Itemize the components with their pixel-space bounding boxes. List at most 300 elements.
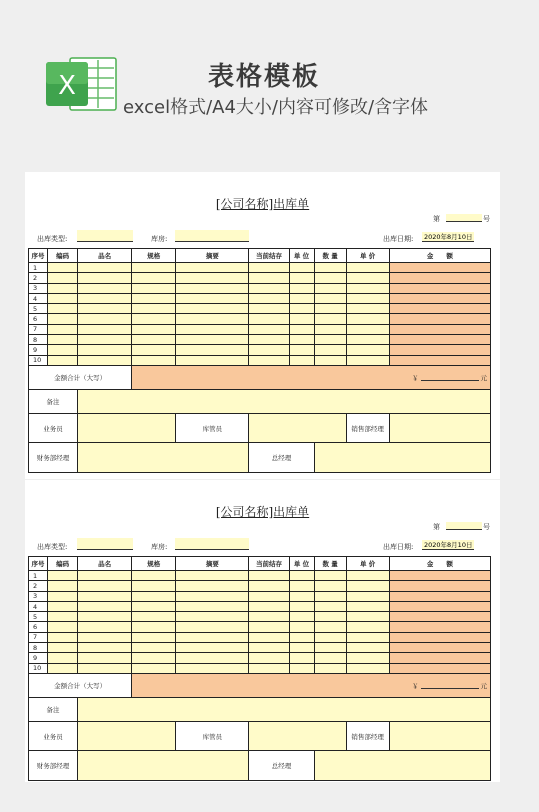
row-number: 2 bbox=[29, 273, 48, 283]
excel-logo-icon bbox=[46, 54, 118, 114]
table-cell[interactable] bbox=[132, 591, 176, 601]
table-cell[interactable] bbox=[314, 601, 346, 611]
table-cell[interactable] bbox=[314, 622, 346, 632]
table-cell[interactable] bbox=[389, 304, 490, 314]
keeper-label: 库管员 bbox=[176, 414, 249, 443]
table-row bbox=[29, 663, 491, 673]
warehouse-label: 库房: bbox=[151, 543, 168, 551]
table-cell[interactable] bbox=[289, 314, 314, 324]
table-cell[interactable] bbox=[389, 643, 490, 653]
table-cell[interactable] bbox=[78, 571, 132, 581]
table-cell[interactable] bbox=[249, 601, 289, 611]
date-field[interactable]: 2020年8月10日 bbox=[424, 541, 473, 549]
row-number: 1 bbox=[29, 263, 48, 273]
column-header: 单 位 bbox=[289, 557, 314, 571]
no-prefix: 第 bbox=[433, 215, 440, 223]
table-cell[interactable] bbox=[249, 643, 289, 653]
column-header: 规格 bbox=[132, 557, 176, 571]
table-cell[interactable] bbox=[249, 273, 289, 283]
row-number: 9 bbox=[29, 345, 48, 355]
keeper-field[interactable] bbox=[249, 414, 346, 443]
table-cell[interactable] bbox=[389, 632, 490, 642]
column-header: 摘要 bbox=[176, 557, 249, 571]
table-cell[interactable] bbox=[389, 663, 490, 673]
table-row bbox=[29, 653, 491, 663]
table-cell[interactable] bbox=[389, 345, 490, 355]
table-cell[interactable] bbox=[389, 622, 490, 632]
salesman-field[interactable] bbox=[78, 414, 176, 443]
table-cell[interactable] bbox=[389, 314, 490, 324]
table-cell[interactable] bbox=[289, 612, 314, 622]
table-cell[interactable] bbox=[48, 663, 78, 673]
table-cell[interactable] bbox=[249, 314, 289, 324]
table-cell[interactable] bbox=[249, 355, 289, 365]
table-cell[interactable] bbox=[346, 653, 389, 663]
table-cell[interactable] bbox=[289, 601, 314, 611]
column-header: 品名 bbox=[78, 557, 132, 571]
table-row bbox=[29, 632, 491, 642]
no-field[interactable] bbox=[446, 522, 482, 530]
table-cell[interactable] bbox=[314, 581, 346, 591]
table-cell[interactable] bbox=[78, 324, 132, 334]
table-cell[interactable] bbox=[48, 283, 78, 293]
table-row bbox=[29, 345, 491, 355]
table-cell[interactable] bbox=[249, 581, 289, 591]
table-cell[interactable] bbox=[346, 263, 389, 273]
sales-manager-field[interactable] bbox=[389, 722, 490, 751]
table-cell[interactable] bbox=[78, 293, 132, 303]
table-cell[interactable] bbox=[289, 304, 314, 314]
table-cell[interactable] bbox=[48, 643, 78, 653]
table-cell[interactable] bbox=[389, 653, 490, 663]
table-cell[interactable] bbox=[389, 581, 490, 591]
column-header: 编码 bbox=[48, 557, 78, 571]
table-cell[interactable] bbox=[132, 263, 176, 273]
row-number: 7 bbox=[29, 324, 48, 334]
gm-field[interactable] bbox=[314, 751, 490, 781]
table-cell[interactable] bbox=[389, 612, 490, 622]
sales-manager-label: 销售部经理 bbox=[346, 722, 389, 751]
table-cell[interactable] bbox=[346, 663, 389, 673]
table-row bbox=[29, 591, 491, 601]
table-cell[interactable] bbox=[132, 622, 176, 632]
table-cell[interactable] bbox=[314, 632, 346, 642]
table-cell[interactable] bbox=[346, 632, 389, 642]
table-cell[interactable] bbox=[78, 355, 132, 365]
table-cell[interactable] bbox=[289, 263, 314, 273]
table-cell[interactable] bbox=[78, 263, 132, 273]
row-number: 5 bbox=[29, 612, 48, 622]
page-subtitle: excel格式/A4大小/内容可修改/含字体 bbox=[123, 97, 429, 118]
table-cell[interactable] bbox=[176, 653, 249, 663]
table-cell[interactable] bbox=[78, 345, 132, 355]
table-row bbox=[29, 304, 491, 314]
table-row bbox=[29, 581, 491, 591]
table-cell[interactable] bbox=[314, 273, 346, 283]
header bbox=[0, 0, 539, 165]
table-cell[interactable] bbox=[314, 653, 346, 663]
finance-manager-field[interactable] bbox=[78, 443, 249, 473]
row-number: 5 bbox=[29, 304, 48, 314]
form-title: [公司名称]出库单 bbox=[215, 505, 310, 519]
table-cell[interactable] bbox=[314, 314, 346, 324]
table-cell[interactable] bbox=[176, 571, 249, 581]
table-cell[interactable] bbox=[389, 273, 490, 283]
table-cell[interactable] bbox=[48, 273, 78, 283]
table-cell[interactable] bbox=[346, 581, 389, 591]
table-cell[interactable] bbox=[314, 324, 346, 334]
table-cell[interactable] bbox=[389, 293, 490, 303]
table-cell[interactable] bbox=[389, 263, 490, 273]
remark-label: 备注 bbox=[29, 390, 78, 414]
table-cell[interactable] bbox=[48, 293, 78, 303]
column-header: 当前结存 bbox=[249, 249, 289, 263]
table-cell[interactable] bbox=[132, 571, 176, 581]
gm-label: 总经理 bbox=[249, 751, 314, 781]
table-cell[interactable] bbox=[314, 643, 346, 653]
table-cell[interactable] bbox=[132, 273, 176, 283]
column-header: 规格 bbox=[132, 249, 176, 263]
table-cell[interactable] bbox=[48, 632, 78, 642]
table-cell[interactable] bbox=[314, 304, 346, 314]
date-label: 出库日期: bbox=[383, 543, 414, 551]
table-cell[interactable] bbox=[48, 581, 78, 591]
column-header: 摘要 bbox=[176, 249, 249, 263]
table-row bbox=[29, 612, 491, 622]
table-cell[interactable] bbox=[249, 324, 289, 334]
table-cell[interactable] bbox=[249, 293, 289, 303]
table-cell[interactable] bbox=[346, 612, 389, 622]
column-header: 单 价 bbox=[346, 557, 389, 571]
table-cell[interactable] bbox=[314, 263, 346, 273]
table-cell[interactable] bbox=[48, 263, 78, 273]
table-cell[interactable] bbox=[48, 653, 78, 663]
table-cell[interactable] bbox=[389, 601, 490, 611]
table-cell[interactable] bbox=[176, 601, 249, 611]
table-cell[interactable] bbox=[289, 632, 314, 642]
table-cell[interactable] bbox=[249, 263, 289, 273]
table-cell[interactable] bbox=[176, 591, 249, 601]
table-cell[interactable] bbox=[346, 335, 389, 345]
table-cell[interactable] bbox=[78, 314, 132, 324]
table-cell[interactable] bbox=[176, 663, 249, 673]
table-cell[interactable] bbox=[289, 622, 314, 632]
table-cell[interactable] bbox=[346, 283, 389, 293]
table-cell[interactable] bbox=[78, 663, 132, 673]
warehouse-field[interactable] bbox=[175, 538, 249, 550]
salesman-label: 业务员 bbox=[29, 722, 78, 751]
table-cell[interactable] bbox=[389, 355, 490, 365]
table-cell[interactable] bbox=[389, 571, 490, 581]
table-row bbox=[29, 263, 491, 273]
total-label: 金额合计（大写） bbox=[29, 366, 132, 390]
table-cell[interactable] bbox=[314, 293, 346, 303]
table-cell[interactable] bbox=[132, 324, 176, 334]
column-header: 金 额 bbox=[389, 249, 490, 263]
table-row bbox=[29, 283, 491, 293]
table-row bbox=[29, 601, 491, 611]
table-cell[interactable] bbox=[314, 335, 346, 345]
total-amount-field[interactable] bbox=[132, 366, 491, 390]
table-cell[interactable] bbox=[48, 335, 78, 345]
table-cell[interactable] bbox=[346, 314, 389, 324]
table-cell[interactable] bbox=[289, 324, 314, 334]
finance-manager-label: 财务部经理 bbox=[29, 751, 78, 781]
table-cell[interactable] bbox=[314, 663, 346, 673]
table-cell[interactable] bbox=[176, 324, 249, 334]
table-cell[interactable] bbox=[176, 612, 249, 622]
table-cell[interactable] bbox=[314, 355, 346, 365]
table-cell[interactable] bbox=[78, 632, 132, 642]
column-header: 序号 bbox=[29, 249, 48, 263]
table-cell[interactable] bbox=[176, 622, 249, 632]
table-cell[interactable] bbox=[346, 571, 389, 581]
table-cell[interactable] bbox=[48, 324, 78, 334]
table-cell[interactable] bbox=[289, 653, 314, 663]
type-field[interactable] bbox=[77, 538, 133, 550]
table-cell[interactable] bbox=[78, 273, 132, 283]
table-cell[interactable] bbox=[132, 601, 176, 611]
table-cell[interactable] bbox=[78, 601, 132, 611]
type-label: 出库类型: bbox=[37, 543, 68, 551]
row-number: 10 bbox=[29, 663, 48, 673]
table-cell[interactable] bbox=[132, 314, 176, 324]
row-number: 10 bbox=[29, 355, 48, 365]
remark-label: 备注 bbox=[29, 698, 78, 722]
table-cell[interactable] bbox=[289, 273, 314, 283]
table-cell[interactable] bbox=[289, 581, 314, 591]
table-cell[interactable] bbox=[78, 622, 132, 632]
warehouse-label: 库房: bbox=[151, 235, 168, 243]
table-cell[interactable] bbox=[289, 283, 314, 293]
table-cell[interactable] bbox=[132, 612, 176, 622]
gm-field[interactable] bbox=[314, 443, 490, 473]
table-row bbox=[29, 355, 491, 365]
table-cell[interactable] bbox=[176, 643, 249, 653]
salesman-label: 业务员 bbox=[29, 414, 78, 443]
table-cell[interactable] bbox=[346, 324, 389, 334]
row-number: 1 bbox=[29, 571, 48, 581]
keeper-field[interactable] bbox=[249, 722, 346, 751]
table-row bbox=[29, 622, 491, 632]
table-cell[interactable] bbox=[132, 653, 176, 663]
table-row bbox=[29, 571, 491, 581]
table-cell[interactable] bbox=[289, 663, 314, 673]
table-cell[interactable] bbox=[176, 304, 249, 314]
form-sheet-2 bbox=[25, 480, 500, 782]
column-header: 编码 bbox=[48, 249, 78, 263]
table-cell[interactable] bbox=[289, 591, 314, 601]
row-number: 8 bbox=[29, 335, 48, 345]
row-number: 4 bbox=[29, 293, 48, 303]
table-cell[interactable] bbox=[289, 293, 314, 303]
date-field[interactable]: 2020年8月10日 bbox=[424, 233, 473, 241]
gm-label: 总经理 bbox=[249, 443, 314, 473]
column-header: 品名 bbox=[78, 249, 132, 263]
type-field[interactable] bbox=[77, 230, 133, 242]
column-header: 数 量 bbox=[314, 557, 346, 571]
table-cell[interactable] bbox=[132, 643, 176, 653]
finance-manager-label: 财务部经理 bbox=[29, 443, 78, 473]
table-cell[interactable] bbox=[78, 335, 132, 345]
table-cell[interactable] bbox=[249, 335, 289, 345]
table-cell[interactable] bbox=[289, 643, 314, 653]
table-cell[interactable] bbox=[346, 345, 389, 355]
row-number: 9 bbox=[29, 653, 48, 663]
table-cell[interactable] bbox=[346, 293, 389, 303]
table-cell[interactable] bbox=[176, 355, 249, 365]
table-cell[interactable] bbox=[78, 591, 132, 601]
table-cell[interactable] bbox=[132, 283, 176, 293]
total-label: 金额合计（大写） bbox=[29, 674, 132, 698]
form-sheet-1 bbox=[25, 172, 500, 479]
table-cell[interactable] bbox=[389, 324, 490, 334]
total-amount-field[interactable] bbox=[132, 674, 491, 698]
table-cell[interactable] bbox=[289, 335, 314, 345]
no-suffix: 号 bbox=[483, 215, 490, 223]
salesman-field[interactable] bbox=[78, 722, 176, 751]
table-cell[interactable] bbox=[176, 314, 249, 324]
table-cell[interactable] bbox=[389, 283, 490, 293]
svg-text:X: X bbox=[58, 71, 76, 101]
table-cell[interactable] bbox=[346, 591, 389, 601]
column-header: 单 价 bbox=[346, 249, 389, 263]
table-cell[interactable] bbox=[48, 571, 78, 581]
table-cell[interactable] bbox=[289, 345, 314, 355]
table-cell[interactable] bbox=[289, 571, 314, 581]
table-cell[interactable] bbox=[346, 643, 389, 653]
no-prefix: 第 bbox=[433, 523, 440, 531]
date-label: 出库日期: bbox=[383, 235, 414, 243]
table-cell[interactable] bbox=[132, 304, 176, 314]
table-cell[interactable] bbox=[314, 345, 346, 355]
table-cell[interactable] bbox=[48, 345, 78, 355]
table-cell[interactable] bbox=[249, 283, 289, 293]
row-number: 3 bbox=[29, 283, 48, 293]
row-number: 3 bbox=[29, 591, 48, 601]
items-table bbox=[28, 248, 491, 366]
table-cell[interactable] bbox=[48, 355, 78, 365]
table-cell[interactable] bbox=[132, 293, 176, 303]
table-cell[interactable] bbox=[249, 345, 289, 355]
sales-manager-label: 销售部经理 bbox=[346, 414, 389, 443]
table-cell[interactable] bbox=[176, 632, 249, 642]
table-cell[interactable] bbox=[249, 622, 289, 632]
table-cell[interactable] bbox=[176, 283, 249, 293]
form-title: [公司名称]出库单 bbox=[215, 197, 310, 211]
column-header: 当前结存 bbox=[249, 557, 289, 571]
table-cell[interactable] bbox=[314, 591, 346, 601]
table-row bbox=[29, 293, 491, 303]
table-cell[interactable] bbox=[314, 571, 346, 581]
sales-manager-field[interactable] bbox=[389, 414, 490, 443]
table-cell[interactable] bbox=[78, 653, 132, 663]
row-number: 7 bbox=[29, 632, 48, 642]
table-cell[interactable] bbox=[249, 612, 289, 622]
warehouse-field[interactable] bbox=[175, 230, 249, 242]
table-cell[interactable] bbox=[176, 293, 249, 303]
table-cell[interactable] bbox=[132, 335, 176, 345]
row-number: 6 bbox=[29, 314, 48, 324]
table-cell[interactable] bbox=[249, 591, 289, 601]
total-unit: 元 bbox=[480, 374, 487, 382]
table-cell[interactable] bbox=[346, 304, 389, 314]
table-row bbox=[29, 324, 491, 334]
footer-table bbox=[28, 365, 491, 473]
column-header: 序号 bbox=[29, 557, 48, 571]
table-cell[interactable] bbox=[78, 612, 132, 622]
table-cell[interactable] bbox=[346, 355, 389, 365]
table-cell[interactable] bbox=[78, 581, 132, 591]
table-cell[interactable] bbox=[176, 345, 249, 355]
table-cell[interactable] bbox=[249, 653, 289, 663]
items-table bbox=[28, 556, 491, 674]
table-cell[interactable] bbox=[132, 355, 176, 365]
table-cell[interactable] bbox=[48, 314, 78, 324]
currency-symbol: ￥ bbox=[412, 682, 419, 690]
table-cell[interactable] bbox=[346, 273, 389, 283]
table-cell[interactable] bbox=[389, 335, 490, 345]
row-number: 2 bbox=[29, 581, 48, 591]
column-header: 金 额 bbox=[389, 557, 490, 571]
table-cell[interactable] bbox=[78, 643, 132, 653]
column-header: 单 位 bbox=[289, 249, 314, 263]
row-number: 8 bbox=[29, 643, 48, 653]
table-cell[interactable] bbox=[132, 632, 176, 642]
table-cell[interactable] bbox=[176, 581, 249, 591]
page-title: 表格模板 bbox=[208, 62, 321, 92]
finance-manager-field[interactable] bbox=[78, 751, 249, 781]
table-cell[interactable] bbox=[346, 622, 389, 632]
table-row bbox=[29, 314, 491, 324]
table-cell[interactable] bbox=[48, 591, 78, 601]
footer-table bbox=[28, 673, 491, 781]
table-cell[interactable] bbox=[48, 304, 78, 314]
table-cell[interactable] bbox=[289, 355, 314, 365]
row-number: 4 bbox=[29, 601, 48, 611]
table-cell[interactable] bbox=[249, 663, 289, 673]
row-number: 6 bbox=[29, 622, 48, 632]
table-cell[interactable] bbox=[346, 601, 389, 611]
total-unit: 元 bbox=[480, 682, 487, 690]
table-cell[interactable] bbox=[389, 591, 490, 601]
table-cell[interactable] bbox=[176, 263, 249, 273]
type-label: 出库类型: bbox=[37, 235, 68, 243]
table-cell[interactable] bbox=[48, 601, 78, 611]
table-cell[interactable] bbox=[132, 663, 176, 673]
table-cell[interactable] bbox=[249, 304, 289, 314]
table-cell[interactable] bbox=[249, 632, 289, 642]
table-cell[interactable] bbox=[132, 581, 176, 591]
table-cell[interactable] bbox=[249, 571, 289, 581]
table-cell[interactable] bbox=[132, 345, 176, 355]
table-row bbox=[29, 273, 491, 283]
table-cell[interactable] bbox=[176, 335, 249, 345]
table-row bbox=[29, 335, 491, 345]
remark-field[interactable] bbox=[78, 390, 491, 414]
table-cell[interactable] bbox=[176, 273, 249, 283]
no-field[interactable] bbox=[446, 214, 482, 222]
table-cell[interactable] bbox=[78, 304, 132, 314]
remark-field[interactable] bbox=[78, 698, 491, 722]
table-cell[interactable] bbox=[314, 283, 346, 293]
table-cell[interactable] bbox=[314, 612, 346, 622]
table-cell[interactable] bbox=[48, 612, 78, 622]
table-row bbox=[29, 643, 491, 653]
no-suffix: 号 bbox=[483, 523, 490, 531]
table-cell[interactable] bbox=[78, 283, 132, 293]
table-cell[interactable] bbox=[48, 622, 78, 632]
